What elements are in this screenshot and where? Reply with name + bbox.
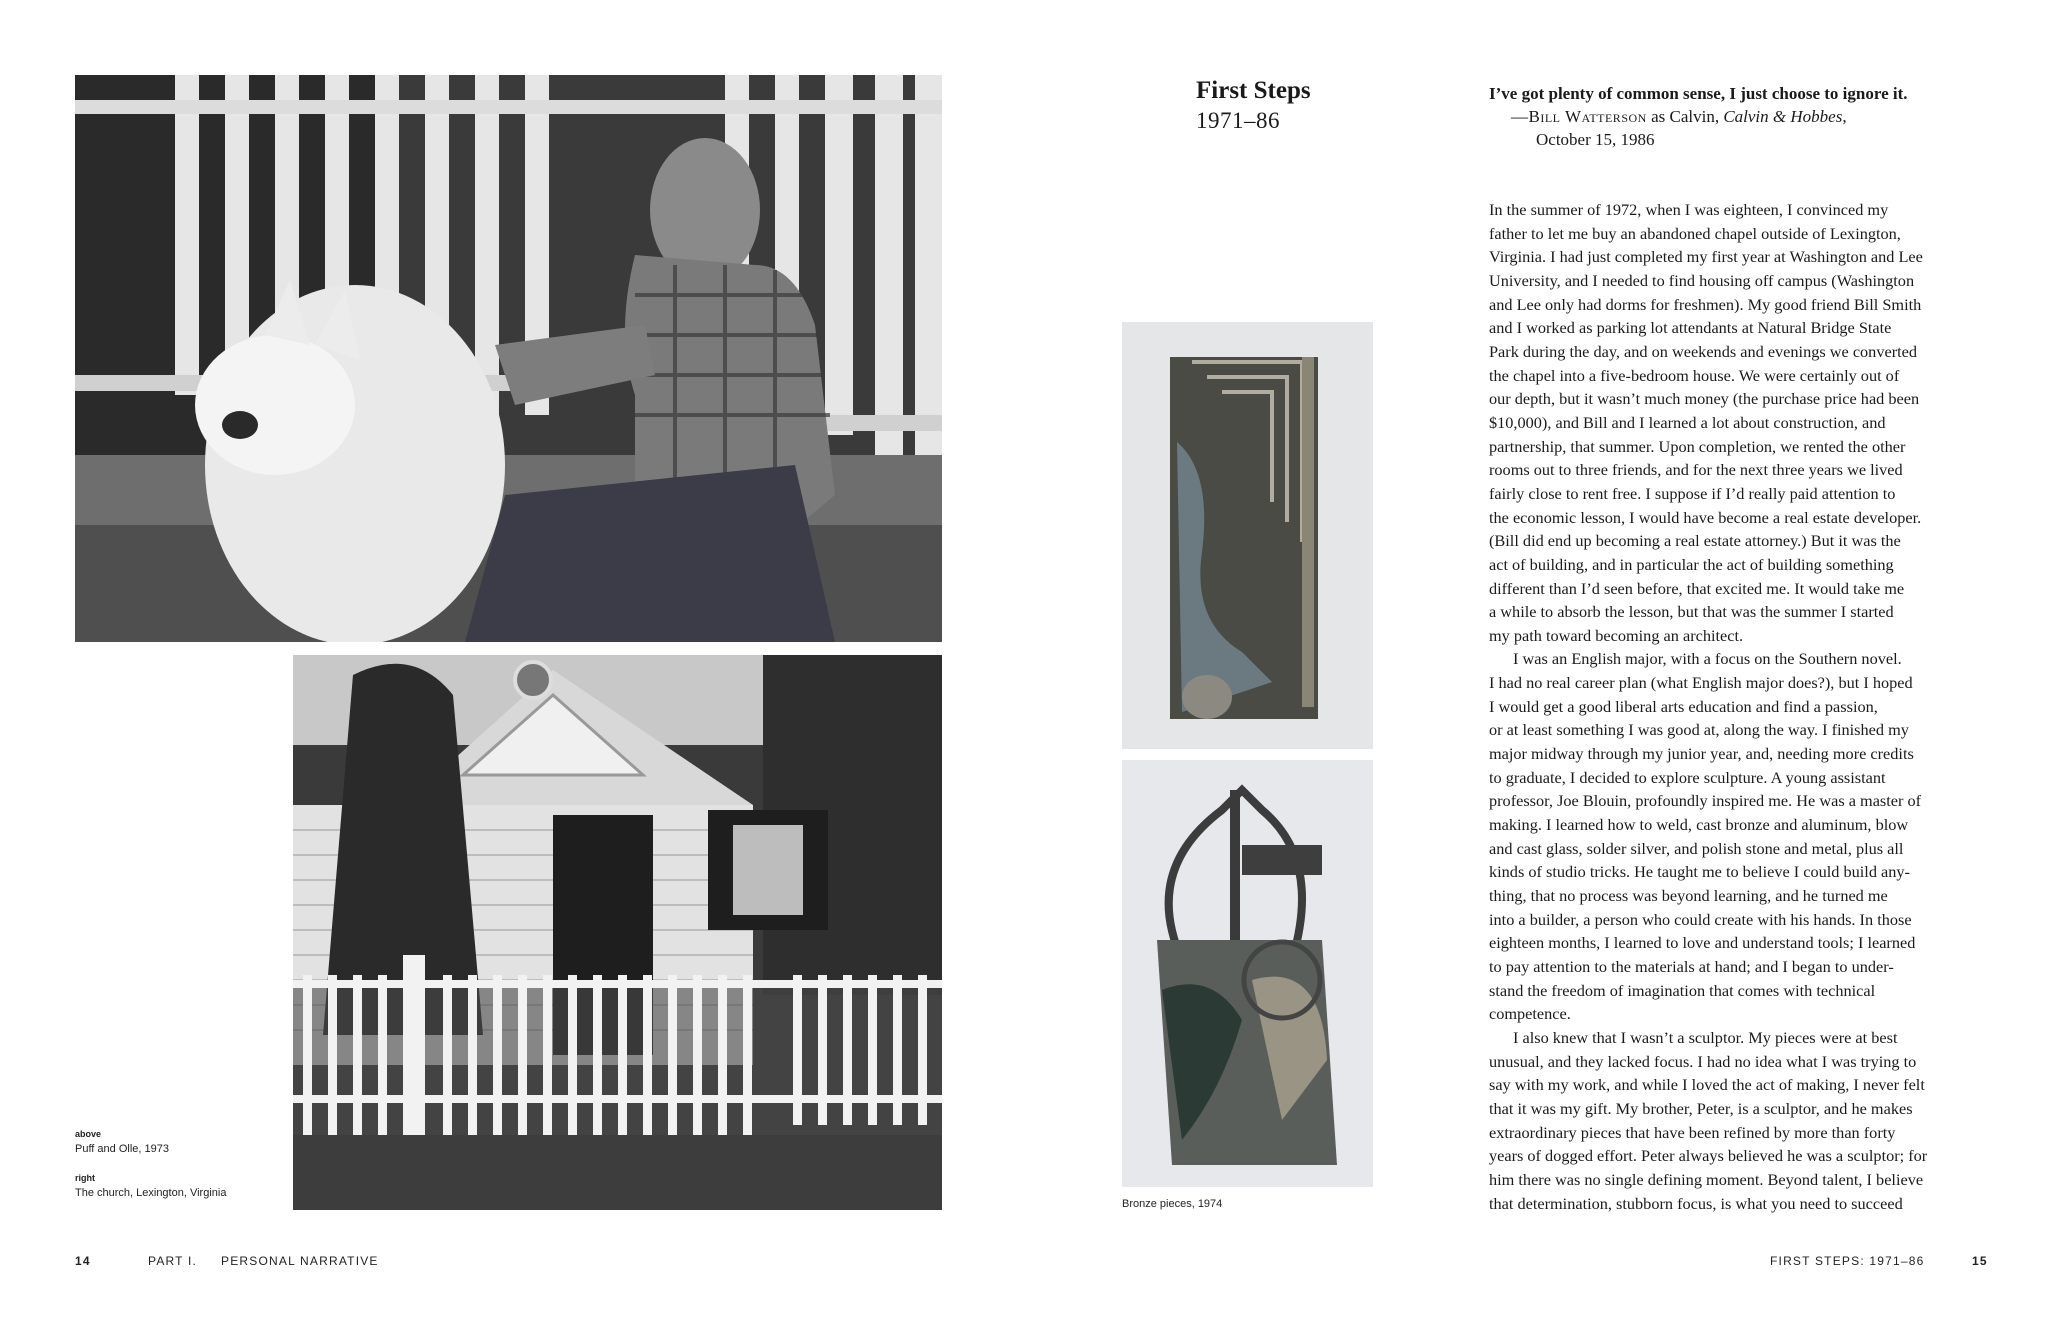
body-line: I also knew that I wasn’t a sculptor. My pieces were at best xyxy=(1513,1027,1898,1047)
body-line: my path toward becoming an architect. xyxy=(1489,625,1744,645)
caption-right xyxy=(75,1171,275,1201)
page-number-right: 15 xyxy=(1972,1254,1988,1268)
body-line: Park during the day, and on weekends and evenings we converted xyxy=(1489,341,1918,361)
body-line: competence. xyxy=(1489,1004,1571,1024)
body-line: eighteen months, I learned to love and understand tools; I learned xyxy=(1489,933,1916,953)
body-line: father to let me buy an abandoned chapel outside of Lexington, xyxy=(1489,223,1901,243)
body-line: making. I learned how to weld, cast bronze and aluminum, blow xyxy=(1489,815,1909,835)
body-line: and cast glass, solder silver, and polish stone and metal, plus all xyxy=(1489,838,1904,858)
chapter-title: First Steps xyxy=(1196,77,1311,104)
body-line: $10,000), and Bill and I learned a lot about construction, and xyxy=(1489,412,1886,432)
body-line: professor, Joe Blouin, profoundly inspired me. He was a master of xyxy=(1489,791,1922,811)
caption-above-text: Puff and Olle, 1973 xyxy=(75,1143,169,1155)
caption-right-label: right xyxy=(75,1173,95,1183)
body-line: Virginia. I had just completed my first year at Washington and Lee xyxy=(1489,247,1923,267)
body-line: different than I’d seen before, that excited me. It would take me xyxy=(1489,578,1905,598)
body-line: that determination, stubborn focus, is what you need to succeed xyxy=(1489,1193,1903,1213)
body-line: a while to absorb the lesson, but that was the summer I started xyxy=(1489,602,1894,622)
body-line: thing, that no process was beyond learning, and he turned me xyxy=(1489,886,1888,906)
body-line: the economic lesson, I would have become a real estate developer. xyxy=(1489,507,1922,527)
body-line: partnership, that summer. Upon completion, we rented the other xyxy=(1489,436,1906,456)
body-line: In the summer of 1972, when I was eighteen, I convinced my xyxy=(1489,200,1889,219)
body-line: University, and I needed to find housing off campus (Washington xyxy=(1489,270,1915,290)
chapter-heading xyxy=(1196,76,1456,136)
photo-man-with-dog xyxy=(75,75,942,642)
body-line: into a builder, a person who could create with his hands. In those xyxy=(1489,909,1912,929)
photo-church xyxy=(293,655,942,1210)
body-line: our depth, but it wasn’t much money (the purchase price had been xyxy=(1489,389,1920,409)
caption-bronze-pieces: Bronze pieces, 1974 xyxy=(1122,1198,1223,1210)
body-line: him there was no single defining moment. Beyond talent, I believe xyxy=(1489,1169,1924,1189)
running-head-chapter: FIRST STEPS: 1971–86 xyxy=(1770,1254,1925,1268)
photo-captions xyxy=(75,1127,275,1215)
epigraph-attribution xyxy=(1489,105,1989,128)
body-line: to graduate, I decided to explore sculpture. A young assistant xyxy=(1489,767,1886,787)
body-line: and Lee only had dorms for freshmen). My good friend Bill Smith xyxy=(1489,294,1922,314)
body-line: I had no real career plan (what English major does?), but I hoped xyxy=(1489,673,1913,693)
body-line: to pay attention to the materials at hand; and I began to under- xyxy=(1489,957,1894,976)
photo-bronze-piece-2 xyxy=(1122,760,1373,1187)
body-line: I would get a good liberal arts education and find a passion, xyxy=(1489,696,1878,716)
body-line: years of dogged effort. Peter always believed he was a sculptor; for xyxy=(1489,1146,1928,1166)
body-line: I was an English major, with a focus on the Southern novel. xyxy=(1513,649,1902,669)
body-line: rooms out to three friends, and for the next three years we lived xyxy=(1489,460,1903,480)
body-line: and I worked as parking lot attendants at Natural Bridge State xyxy=(1489,318,1892,338)
body-line: (Bill did end up becoming a real estate attorney.) But it was the xyxy=(1489,531,1901,551)
epigraph-quote: I’ve got plenty of common sense, I just choose to ignore it. xyxy=(1489,84,1908,103)
caption-above-label: above xyxy=(75,1129,102,1139)
running-head-section: PERSONAL NARRATIVE xyxy=(221,1254,379,1268)
body-line: kinds of studio tricks. He taught me to believe I could build any- xyxy=(1489,862,1910,882)
caption-above xyxy=(75,1127,275,1157)
epigraph-as: as Calvin, xyxy=(1646,107,1724,126)
body-line: fairly close to rent free. I suppose if I’d really paid attention to xyxy=(1489,483,1896,503)
epigraph-comma: , xyxy=(1842,107,1847,126)
body-line: unusual, and they lacked focus. I had no idea what I was trying to xyxy=(1489,1051,1917,1071)
epigraph-author: —Bill Watterson xyxy=(1511,107,1647,126)
caption-right-text: The church, Lexington, Virginia xyxy=(75,1187,227,1199)
body-line: extraordinary pieces that have been refined by more than forty xyxy=(1489,1122,1896,1142)
body-line: the chapel into a five-bedroom house. We were certainly out of xyxy=(1489,365,1900,385)
body-line: major midway through my junior year, and, needing more credits xyxy=(1489,744,1914,764)
running-head-part: PART I. xyxy=(148,1254,198,1268)
body-line: stand the freedom of imagination that comes with technical xyxy=(1489,980,1876,1000)
epigraph xyxy=(1489,82,1989,151)
epigraph-date: October 15, 1986 xyxy=(1536,130,1655,149)
body-line: that it was my gift. My brother, Peter, is a sculptor, and he makes xyxy=(1489,1098,1913,1118)
epigraph-work: Calvin & Hobbes xyxy=(1723,107,1843,126)
body-line: or at least something I was good at, along the way. I finished my xyxy=(1489,720,1909,740)
body-line: say with my work, and while I loved the act of making, I never felt xyxy=(1489,1075,1925,1095)
body-text xyxy=(1489,198,1999,1215)
chapter-years: 1971–86 xyxy=(1196,108,1280,133)
photo-bronze-piece-1 xyxy=(1122,322,1373,749)
page-number-left: 14 xyxy=(75,1254,91,1268)
body-line: act of building, and in particular the act of building something xyxy=(1489,554,1894,574)
